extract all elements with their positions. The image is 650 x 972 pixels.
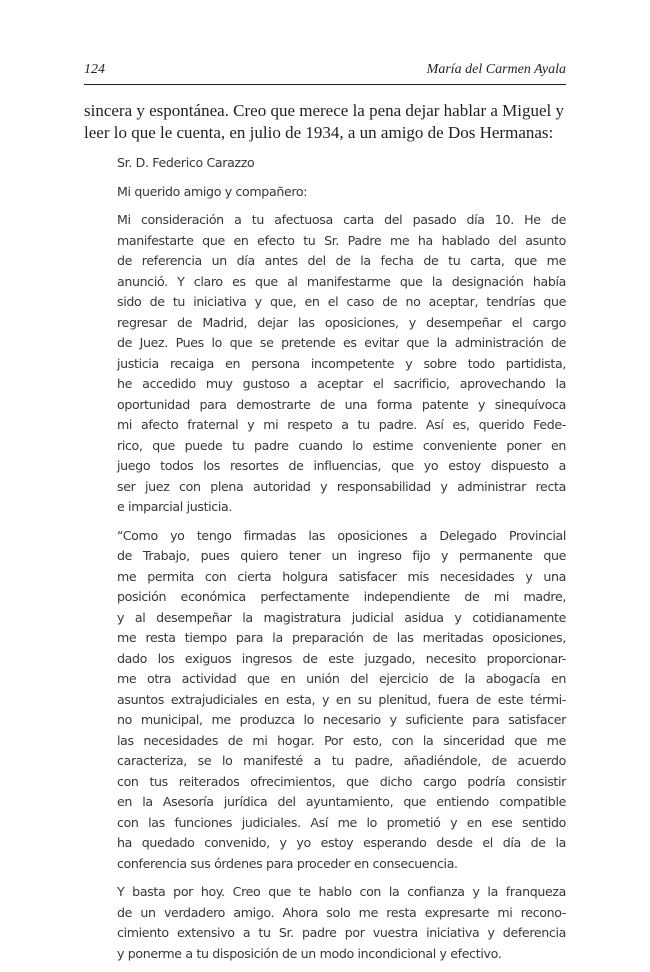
letter-salutation: Mi querido amigo y compañero:: [117, 183, 308, 199]
text-line: con tus reiterados ofrecimientos, que dicho cargo podría consistir: [117, 773, 566, 789]
text-line: no municipal, me produzca lo necesario y suficiente para satisfacer: [117, 712, 566, 727]
text-line: leer lo que le cuenta, en julio de 1934, a un amigo de Dos Hermanas:: [84, 123, 554, 142]
text-line: “Como yo tengo firmadas las oposiciones a Delegado Provincial: [117, 527, 566, 543]
text-line: oportunidad para demostrarte de una forma patente y sinequívoca: [117, 396, 566, 412]
text-line: de Juez. Pues lo que se pretende es evitar que la administración de: [117, 335, 566, 350]
text-line: dado los exiguos ingresos de este juzgado, necesito proporcionar-: [117, 650, 566, 666]
text-line: me resta tiempo para la preparación de las meritadas oposiciones,: [117, 630, 566, 645]
text-line: e imparcial justicia.: [117, 499, 233, 514]
text-line: en la Asesoría jurídica del ayuntamiento, que entiendo compatible: [117, 794, 566, 809]
text-line: Mi consideración a tu afectuosa carta del pasado día 10. He de: [117, 212, 566, 227]
text-line: cimiento extensivo a tu Sr. padre por vuestra iniciativa y deferencia: [117, 925, 566, 940]
page-header: [84, 60, 566, 85]
text-line: de Trabajo, pues quiero tener un ingreso fijo y permanente que: [117, 548, 566, 563]
text-line: sido de tu iniciativa y que, en el caso de no aceptar, tendrías que: [117, 294, 566, 309]
text-line: y al desempeñar la magistratura judicial asidua y cotidianamente: [117, 609, 566, 625]
text-line: de referencia un día antes del de la fecha de tu carta, que me: [117, 253, 566, 268]
text-line: y ponerme a tu disposición de un modo incondicional y efectivo.: [117, 945, 502, 961]
quoted-letter: [117, 153, 566, 972]
text-line: ser juez con plena autoridad y responsabilidad y administrar recta: [117, 478, 566, 494]
text-line: he accedido muy gustoso a aceptar el sacrificio, aprovechando la: [117, 376, 566, 391]
text-line: anunció. Y claro es que al manifestarme que la designación había: [117, 273, 566, 289]
text-line: caracteriza, se lo manifesté a tu padre, añadiéndole, de acuerdo: [117, 753, 566, 768]
letter-paragraph-2: [117, 526, 566, 875]
text-line: posición económica perfectamente independiente de mi madre,: [117, 589, 566, 604]
text-line: me otra actividad que en unión del ejercicio de la abogacía en: [117, 671, 566, 686]
text-line: regresar de Madrid, dejar las oposiciones, y desempeñar el cargo: [117, 314, 566, 330]
intro-paragraph: [84, 100, 566, 144]
text-line: sincera y espontánea. Creo que merece la pena dejar hablar a Miguel y: [84, 101, 565, 120]
running-head-author: María del Carmen Ayala: [426, 62, 566, 77]
text-line: juego todos los resortes de influencias, que yo estoy dispuesto a: [117, 458, 566, 473]
text-line: de un verdadero amigo. Ahora solo me resta expresarte mi recono-: [117, 904, 566, 920]
text-line: me permita con cierta holgura satisfacer mis necesidades y una: [117, 568, 566, 584]
text-line: las necesidades de mi hogar. Por esto, con la sinceridad que me: [117, 732, 566, 748]
text-line: ha quedado convenido, y yo estoy esperando desde el día de la: [117, 835, 566, 850]
text-line: justicia recaiga en persona incompetente y sobre todo partidista,: [117, 355, 566, 371]
text-line: rico, que puede tu padre cuando lo estime conveniente poner en: [117, 437, 566, 453]
text-line: mi afecto fraternal y mi respeto a tu padre. Así es, querido Fede-: [117, 417, 566, 432]
letter-paragraph-3: [117, 882, 566, 964]
letter-recipient: Sr. D. Federico Carazzo: [117, 155, 255, 170]
page-number: 124: [84, 62, 105, 77]
text-line: con las funciones judiciales. Así me lo prometió y en ese sentido: [117, 814, 566, 830]
text-line: Y basta por hoy. Creo que te hablo con la confianza y la franqueza: [117, 884, 566, 899]
letter-paragraph-1: [117, 210, 566, 518]
text-line: manifestarte que en efecto tu Sr. Padre me ha hablado del asunto: [117, 232, 566, 248]
text-line: conferencia sus órdenes para proceder en consecuencia.: [117, 855, 458, 871]
text-line: asuntos extrajudiciales en esta, y en su plenitud, fuera de este térmi-: [117, 691, 566, 707]
